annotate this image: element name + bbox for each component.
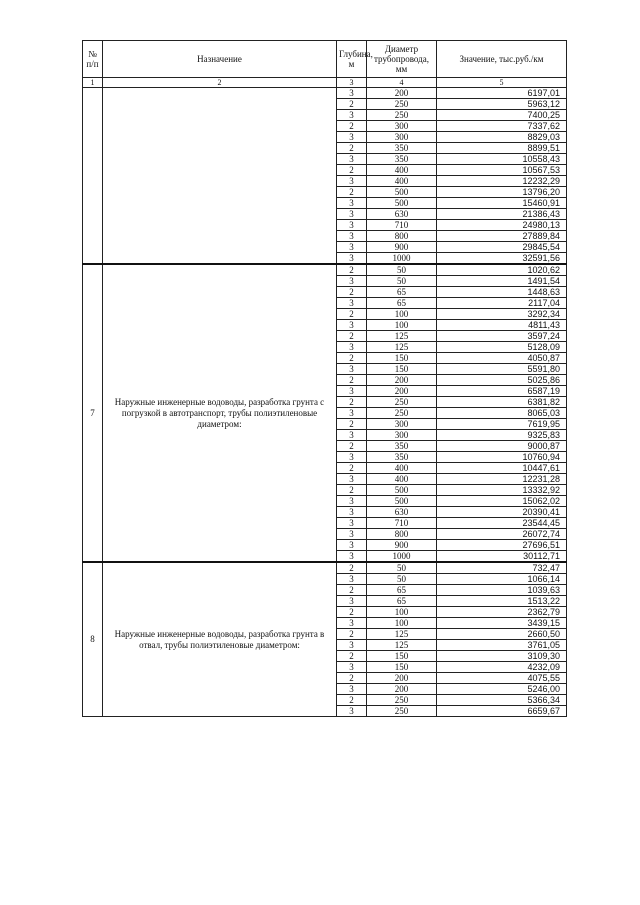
column-number: 4 (367, 78, 437, 88)
depth-cell: 3 (337, 231, 367, 242)
diameter-cell: 250 (367, 706, 437, 717)
value-cell: 1039,63 (437, 585, 567, 596)
value-cell: 4811,43 (437, 320, 567, 331)
depth-cell: 2 (337, 264, 367, 276)
diameter-cell: 710 (367, 220, 437, 231)
value-cell: 3109,30 (437, 651, 567, 662)
diameter-cell: 400 (367, 176, 437, 187)
value-cell: 1491,54 (437, 276, 567, 287)
diameter-cell: 300 (367, 419, 437, 430)
depth-cell: 3 (337, 154, 367, 165)
value-cell: 4232,09 (437, 662, 567, 673)
value-cell: 27889,84 (437, 231, 567, 242)
value-cell: 5366,34 (437, 695, 567, 706)
diameter-cell: 400 (367, 463, 437, 474)
depth-cell: 3 (337, 242, 367, 253)
value-cell: 4050,87 (437, 353, 567, 364)
table-body (83, 88, 567, 717)
diameter-cell: 250 (367, 110, 437, 121)
diameter-cell: 150 (367, 651, 437, 662)
column-number: 2 (103, 78, 337, 88)
diameter-cell: 900 (367, 540, 437, 551)
value-cell: 7337,62 (437, 121, 567, 132)
depth-cell: 3 (337, 88, 367, 99)
diameter-cell: 150 (367, 353, 437, 364)
section-name: Наружные инженерные водоводы, разработка грунта в отвал, трубы полиэтиленовые диаметром: (103, 562, 337, 717)
diameter-cell: 50 (367, 574, 437, 585)
diameter-cell: 350 (367, 441, 437, 452)
table-row (83, 88, 567, 99)
depth-cell: 2 (337, 629, 367, 640)
diameter-cell: 300 (367, 430, 437, 441)
depth-cell: 3 (337, 364, 367, 375)
value-cell: 21386,43 (437, 209, 567, 220)
diameter-cell: 350 (367, 452, 437, 463)
depth-cell: 3 (337, 276, 367, 287)
depth-cell: 2 (337, 463, 367, 474)
value-cell: 3292,34 (437, 309, 567, 320)
value-cell: 12232,29 (437, 176, 567, 187)
diameter-cell: 50 (367, 276, 437, 287)
diameter-cell: 65 (367, 287, 437, 298)
value-cell: 5025,86 (437, 375, 567, 386)
diameter-cell: 250 (367, 695, 437, 706)
value-cell: 1066,14 (437, 574, 567, 585)
diameter-cell: 250 (367, 397, 437, 408)
diameter-cell: 125 (367, 629, 437, 640)
diameter-cell: 400 (367, 474, 437, 485)
diameter-cell: 150 (367, 662, 437, 673)
depth-cell: 3 (337, 518, 367, 529)
depth-cell: 2 (337, 287, 367, 298)
value-cell: 4075,55 (437, 673, 567, 684)
depth-cell: 3 (337, 386, 367, 397)
diameter-cell: 200 (367, 88, 437, 99)
depth-cell: 3 (337, 551, 367, 563)
depth-cell: 2 (337, 562, 367, 574)
diameter-cell: 710 (367, 518, 437, 529)
diameter-cell: 50 (367, 562, 437, 574)
depth-cell: 2 (337, 485, 367, 496)
diameter-cell: 500 (367, 485, 437, 496)
depth-cell: 3 (337, 342, 367, 353)
depth-cell: 2 (337, 585, 367, 596)
value-cell: 5246,00 (437, 684, 567, 695)
section-name (103, 88, 337, 265)
depth-cell: 3 (337, 110, 367, 121)
price-table (82, 40, 567, 717)
diameter-cell: 300 (367, 132, 437, 143)
depth-cell: 3 (337, 540, 367, 551)
depth-cell: 3 (337, 529, 367, 540)
depth-cell: 2 (337, 397, 367, 408)
diameter-cell: 400 (367, 165, 437, 176)
value-cell: 10558,43 (437, 154, 567, 165)
depth-cell: 3 (337, 176, 367, 187)
diameter-cell: 100 (367, 618, 437, 629)
column-number: 5 (437, 78, 567, 88)
value-cell: 2660,50 (437, 629, 567, 640)
value-cell: 24980,13 (437, 220, 567, 231)
depth-cell: 3 (337, 430, 367, 441)
diameter-cell: 50 (367, 264, 437, 276)
depth-cell: 3 (337, 253, 367, 265)
value-cell: 732,47 (437, 562, 567, 574)
value-cell: 32591,56 (437, 253, 567, 265)
depth-cell: 2 (337, 353, 367, 364)
value-cell: 30112,71 (437, 551, 567, 563)
value-cell: 3597,24 (437, 331, 567, 342)
value-cell: 3761,05 (437, 640, 567, 651)
diameter-cell: 100 (367, 320, 437, 331)
value-cell: 6197,01 (437, 88, 567, 99)
value-cell: 23544,45 (437, 518, 567, 529)
value-cell: 8899,51 (437, 143, 567, 154)
diameter-cell: 100 (367, 607, 437, 618)
depth-cell: 3 (337, 452, 367, 463)
diameter-cell: 150 (367, 364, 437, 375)
diameter-cell: 65 (367, 298, 437, 309)
section-name: Наружные инженерные водоводы, разработка грунта с погрузкой в автотранспорт, трубы полиэтиленовые диаметром: (103, 264, 337, 562)
section-number: 7 (83, 264, 103, 562)
value-cell: 5963,12 (437, 99, 567, 110)
header-num: № п/п (83, 41, 103, 78)
diameter-cell: 200 (367, 386, 437, 397)
value-cell: 13796,20 (437, 187, 567, 198)
diameter-cell: 1000 (367, 253, 437, 265)
depth-cell: 2 (337, 651, 367, 662)
diameter-cell: 125 (367, 331, 437, 342)
value-cell: 1020,62 (437, 264, 567, 276)
depth-cell: 3 (337, 496, 367, 507)
value-cell: 13332,92 (437, 485, 567, 496)
value-cell: 1448,63 (437, 287, 567, 298)
column-number-row (83, 78, 567, 88)
depth-cell: 3 (337, 662, 367, 673)
diameter-cell: 500 (367, 198, 437, 209)
value-cell: 3439,15 (437, 618, 567, 629)
diameter-cell: 200 (367, 684, 437, 695)
diameter-cell: 800 (367, 231, 437, 242)
table-row (83, 264, 567, 276)
depth-cell: 3 (337, 220, 367, 231)
value-cell: 8829,03 (437, 132, 567, 143)
header-depth: Глубина, м (337, 41, 367, 78)
value-cell: 10447,61 (437, 463, 567, 474)
depth-cell: 3 (337, 640, 367, 651)
depth-cell: 3 (337, 198, 367, 209)
value-cell: 12231,28 (437, 474, 567, 485)
diameter-cell: 630 (367, 209, 437, 220)
depth-cell: 3 (337, 408, 367, 419)
diameter-cell: 630 (367, 507, 437, 518)
value-cell: 15062,02 (437, 496, 567, 507)
depth-cell: 3 (337, 507, 367, 518)
diameter-cell: 1000 (367, 551, 437, 563)
column-number: 3 (337, 78, 367, 88)
depth-cell: 3 (337, 706, 367, 717)
value-cell: 6381,82 (437, 397, 567, 408)
header-name: Назначение (103, 41, 337, 78)
value-cell: 20390,41 (437, 507, 567, 518)
diameter-cell: 200 (367, 673, 437, 684)
diameter-cell: 200 (367, 375, 437, 386)
value-cell: 5128,09 (437, 342, 567, 353)
price-table-page (82, 40, 566, 717)
column-number: 1 (83, 78, 103, 88)
value-cell: 26072,74 (437, 529, 567, 540)
diameter-cell: 65 (367, 596, 437, 607)
depth-cell: 2 (337, 673, 367, 684)
depth-cell: 3 (337, 684, 367, 695)
depth-cell: 2 (337, 309, 367, 320)
depth-cell: 3 (337, 474, 367, 485)
table-row (83, 562, 567, 574)
depth-cell: 3 (337, 596, 367, 607)
depth-cell: 3 (337, 320, 367, 331)
diameter-cell: 800 (367, 529, 437, 540)
value-cell: 1513,22 (437, 596, 567, 607)
value-cell: 2362,79 (437, 607, 567, 618)
depth-cell: 3 (337, 298, 367, 309)
value-cell: 29845,54 (437, 242, 567, 253)
section-number: 8 (83, 562, 103, 717)
value-cell: 27696,51 (437, 540, 567, 551)
depth-cell: 2 (337, 331, 367, 342)
diameter-cell: 250 (367, 99, 437, 110)
depth-cell: 2 (337, 441, 367, 452)
section-number (83, 88, 103, 265)
depth-cell: 3 (337, 132, 367, 143)
diameter-cell: 500 (367, 187, 437, 198)
value-cell: 8065,03 (437, 408, 567, 419)
value-cell: 6587,19 (437, 386, 567, 397)
value-cell: 5591,80 (437, 364, 567, 375)
diameter-cell: 65 (367, 585, 437, 596)
diameter-cell: 350 (367, 154, 437, 165)
depth-cell: 2 (337, 187, 367, 198)
depth-cell: 2 (337, 121, 367, 132)
diameter-cell: 125 (367, 342, 437, 353)
value-cell: 15460,91 (437, 198, 567, 209)
diameter-cell: 125 (367, 640, 437, 651)
depth-cell: 2 (337, 607, 367, 618)
depth-cell: 2 (337, 143, 367, 154)
diameter-cell: 100 (367, 309, 437, 320)
depth-cell: 2 (337, 99, 367, 110)
value-cell: 10760,94 (437, 452, 567, 463)
table-header (83, 41, 567, 88)
value-cell: 7619,95 (437, 419, 567, 430)
diameter-cell: 350 (367, 143, 437, 154)
depth-cell: 3 (337, 618, 367, 629)
header-diameter: Диаметр трубопровода, мм (367, 41, 437, 78)
depth-cell: 3 (337, 209, 367, 220)
diameter-cell: 300 (367, 121, 437, 132)
value-cell: 9000,87 (437, 441, 567, 452)
value-cell: 10567,53 (437, 165, 567, 176)
depth-cell: 2 (337, 695, 367, 706)
diameter-cell: 250 (367, 408, 437, 419)
depth-cell: 3 (337, 574, 367, 585)
depth-cell: 2 (337, 375, 367, 386)
diameter-cell: 500 (367, 496, 437, 507)
value-cell: 9325,83 (437, 430, 567, 441)
diameter-cell: 900 (367, 242, 437, 253)
depth-cell: 2 (337, 419, 367, 430)
value-cell: 2117,04 (437, 298, 567, 309)
depth-cell: 2 (337, 165, 367, 176)
header-value: Значение, тыс.руб./км (437, 41, 567, 78)
value-cell: 6659,67 (437, 706, 567, 717)
value-cell: 7400,25 (437, 110, 567, 121)
header-row (83, 41, 567, 78)
